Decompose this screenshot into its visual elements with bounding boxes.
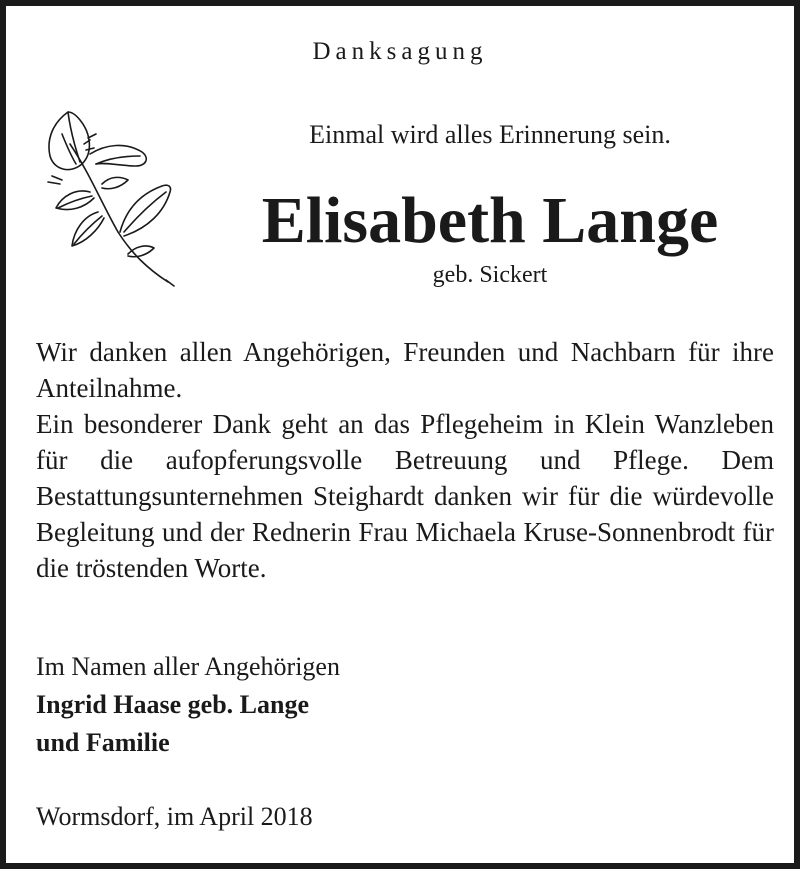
motto-line: Einmal wird alles Erinnerung sein. — [309, 120, 671, 149]
birth-name: geb. Sickert — [432, 262, 548, 288]
signature-intro: Im Namen aller Angehörigen — [36, 652, 340, 681]
signer-name: Ingrid Haase geb. Lange — [36, 690, 310, 719]
signature-block — [36, 648, 340, 762]
thanks-text — [36, 334, 774, 586]
place-date: Wormsdorf, im April 2018 — [36, 802, 313, 831]
deceased-name: Elisabeth Lange — [261, 184, 719, 257]
calla-lily-icon — [40, 104, 180, 289]
thanks-paragraph-2: Ein besonderer Dank geht an das Pflegeheim in Klein Wanzleben für die aufopferungsvolle Betreuung und Pflege. Dem Bestattungsunternehmen Steighardt danken wir für die würdevolle Begleitung und der Rednerin Frau Michaela Kruse-Sonnenbrodt für die tröstenden Worte. — [36, 409, 774, 583]
notice-heading: Danksagung — [312, 38, 488, 65]
thanks-paragraph-1: Wir danken allen Angehörigen, Freunden und Nachbarn für ihre Anteilnahme. — [36, 337, 774, 403]
signer-family: und Familie — [36, 728, 170, 757]
